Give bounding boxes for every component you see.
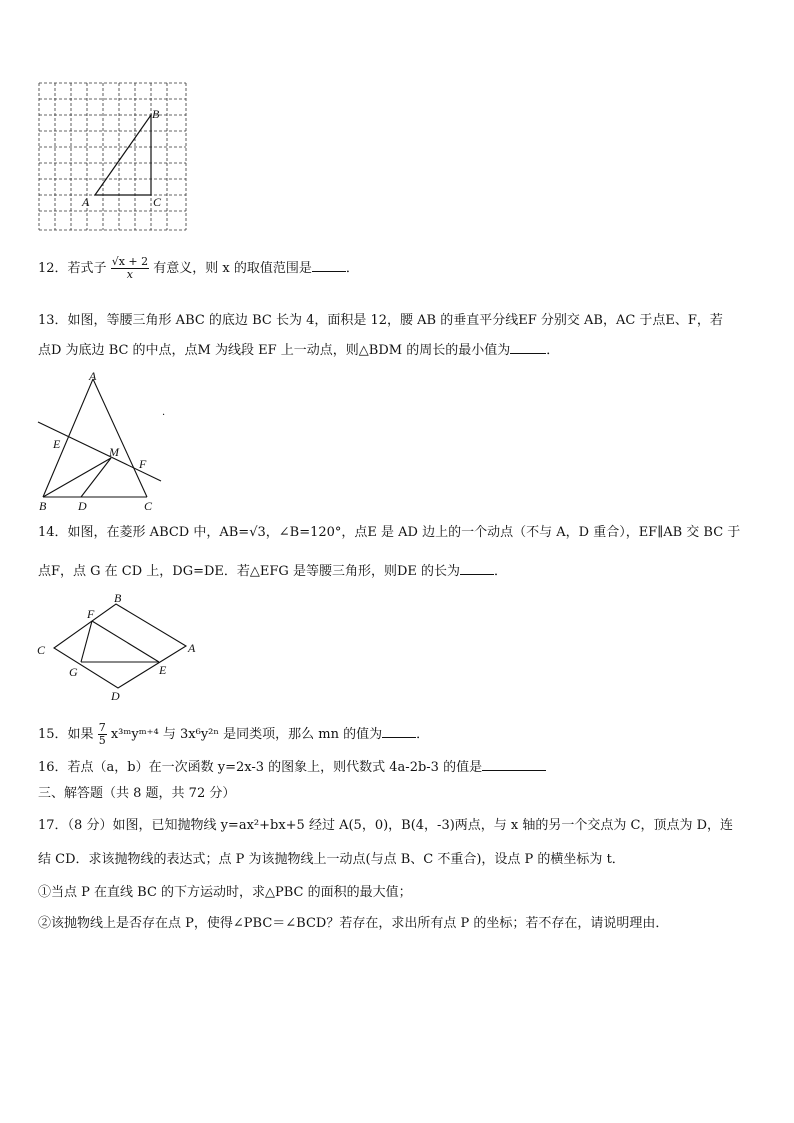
q13-answer-blank[interactable] bbox=[510, 343, 546, 354]
q12-suffix: 有意义，则 x 的取值范围是 bbox=[153, 261, 312, 276]
q12-prefix: 12．若式子 bbox=[38, 261, 107, 276]
q15-mid: x³ᵐyᵐ⁺⁴ 与 3x⁶y²ⁿ 是同类项，那么 mn 的值为 bbox=[110, 727, 383, 742]
label-e: E bbox=[159, 663, 167, 677]
question-14-line2 bbox=[38, 564, 507, 580]
label-g: G bbox=[69, 665, 78, 679]
stray-dot: · bbox=[162, 410, 166, 421]
question-12 bbox=[38, 256, 359, 281]
q15-denominator: 5 bbox=[98, 734, 106, 747]
label-a: A bbox=[82, 195, 90, 209]
label-d: D bbox=[111, 689, 120, 703]
question-17-line2: 结 CD．求该抛物线的表达式；点 P 为该抛物线上一动点(与点 B、C 不重合)，设点 P 的横坐标为 t． bbox=[38, 852, 625, 867]
q14-line2-text: 点F，点 G 在 CD 上，DG=DE．若△EFG 是等腰三角形，则DE 的长为 bbox=[38, 564, 460, 579]
label-d: D bbox=[78, 499, 87, 512]
q12-answer-blank[interactable] bbox=[312, 261, 346, 272]
q15-prefix: 15．如果 bbox=[38, 727, 94, 742]
label-b: B bbox=[152, 107, 160, 121]
q14-line1b: ，∠B=120°，点E 是 AD 边上的一个动点（不与 A，D 重合），EF∥AB 交 BC 于 bbox=[265, 525, 741, 540]
q16-text: 16．若点（a，b）在一次函数 y=2x-3 的图象上，则代数式 4a-2b-3 的值是 bbox=[38, 760, 483, 775]
question-14-line1 bbox=[38, 525, 740, 541]
q14-sqrt: √3 bbox=[249, 525, 266, 540]
question-13-line2 bbox=[38, 343, 559, 359]
label-b: B bbox=[39, 499, 47, 512]
label-b: B bbox=[114, 591, 122, 605]
q15-end: ． bbox=[416, 727, 430, 742]
grid-lines bbox=[39, 83, 186, 230]
section-3-heading: 三、解答题（共 8 题，共 72 分） bbox=[38, 786, 236, 801]
label-c: C bbox=[153, 195, 162, 209]
side-ab bbox=[43, 379, 93, 497]
q13-end: ． bbox=[546, 343, 560, 358]
side-ac bbox=[93, 379, 147, 497]
q12-fraction bbox=[111, 256, 149, 281]
label-c: C bbox=[144, 499, 153, 512]
question-17-line1: 17．（8 分）如图，已知抛物线 y=ax²+bx+5 经过 A(5，0)，B(4，-3)两点，与 x 轴的另一个交点为 C，顶点为 D，连 bbox=[38, 818, 734, 833]
segment-fe bbox=[92, 621, 159, 662]
segment-bm bbox=[43, 458, 111, 497]
q13-line2-text: 点D 为底边 BC 的中点，点M 为线段 EF 上一动点，则△BDM 的周长的最小值为 bbox=[38, 343, 511, 358]
label-f: F bbox=[87, 607, 95, 621]
question-16 bbox=[38, 760, 546, 776]
label-e: E bbox=[53, 437, 61, 451]
q15-answer-blank[interactable] bbox=[382, 727, 416, 738]
q12-denominator: x bbox=[126, 268, 133, 281]
q14-answer-blank[interactable] bbox=[460, 564, 494, 575]
label-c: C bbox=[37, 643, 46, 657]
q14-end: ． bbox=[494, 564, 508, 579]
q14-line1a: 14．如图，在菱形 ABCD 中，AB= bbox=[38, 525, 250, 540]
question-13-line1: 13．如图，等腰三角形 ABC 的底边 BC 长为 4，面积是 12，腰 AB 的垂直平分线EF 分别交 AB，AC 于点E、F，若 bbox=[38, 313, 723, 328]
q15-fraction bbox=[98, 722, 107, 747]
grid-triangle-figure bbox=[38, 82, 190, 232]
label-f: F bbox=[139, 457, 147, 471]
segment-dm bbox=[81, 458, 111, 497]
label-a: A bbox=[89, 370, 97, 383]
question-17-sub2: ②该抛物线上是否存在点 P，使得∠PBC＝∠BCD？若存在，求出所有点 P 的坐标；若不存在，请说明理由． bbox=[38, 916, 669, 931]
label-a: A bbox=[188, 641, 196, 655]
isosceles-triangle-figure bbox=[36, 370, 172, 512]
rhombus-figure bbox=[36, 590, 202, 704]
q16-answer-blank[interactable] bbox=[482, 760, 546, 771]
question-17-sub1: ①当点 P 在直线 BC 的下方运动时，求△PBC 的面积的最大值； bbox=[38, 885, 412, 900]
question-15 bbox=[38, 722, 429, 747]
q12-numerator: √x + 2 bbox=[111, 255, 149, 268]
q12-end: ． bbox=[345, 261, 359, 276]
q15-numerator: 7 bbox=[98, 721, 106, 734]
label-m: M bbox=[109, 445, 119, 459]
